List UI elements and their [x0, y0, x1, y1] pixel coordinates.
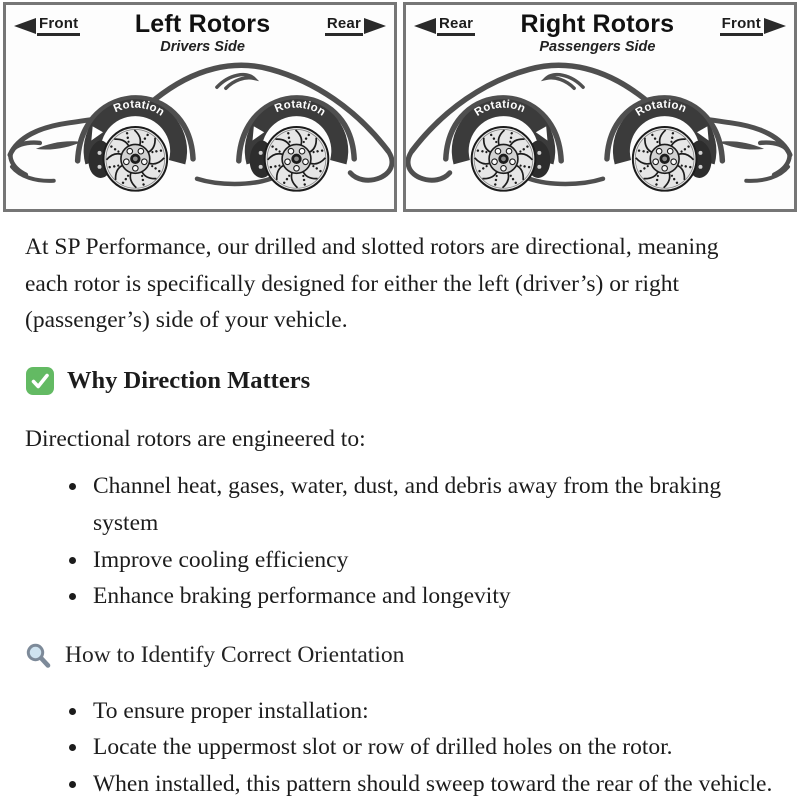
list-item: • Enhance braking performance and longevity — [89, 578, 775, 615]
left-car-illustration — [6, 55, 394, 207]
right-panel-titles — [475, 12, 720, 55]
section-title: Why Direction Matters — [67, 366, 311, 394]
corner-label: Front — [37, 15, 80, 36]
section-title: How to Identify Correct Orientation — [65, 642, 405, 669]
orientation-steps-list — [25, 693, 775, 800]
arrow-left-icon — [14, 18, 36, 34]
corner-label: Rear — [437, 15, 475, 36]
rotor-direction-diagram — [0, 0, 800, 212]
section-heading-why-direction-matters — [25, 366, 775, 396]
section-lead: Directional rotors are engineered to: — [25, 425, 366, 452]
corner-label: Front — [720, 15, 763, 36]
corner-label: Rear — [325, 15, 363, 36]
list-item: • When installed, this pattern should sweep toward the rear of the vehicle. — [89, 766, 775, 800]
left-rotors-panel — [3, 2, 397, 212]
panel-title: Right Rotors — [520, 10, 675, 38]
check-icon — [25, 366, 55, 396]
article-body — [0, 229, 800, 800]
rotation-label: Rotation — [472, 98, 528, 119]
list-item: • Improve cooling efficiency — [89, 542, 775, 579]
left-panel-titles — [80, 12, 325, 55]
rear-direction-label — [325, 15, 386, 36]
section-heading-identify-orientation — [25, 642, 775, 670]
rear-direction-label — [414, 15, 475, 36]
magnifier-icon — [25, 642, 53, 670]
list-item: • Channel heat, gases, water, dust, and debris away from the braking system — [89, 468, 775, 541]
right-panel-header — [406, 5, 794, 55]
benefits-list — [25, 468, 775, 614]
intro-paragraph: At SP Performance, our drilled and slotted rotors are directional, meaning each rotor is specifically designed for either the left (driver’s) or right (passenger’s) side of your vehicle. — [25, 234, 719, 334]
list-item: • To ensure proper installation: — [89, 693, 775, 730]
rotation-label: Rotation — [273, 98, 328, 119]
list-item: • Locate the uppermost slot or row of drilled holes on the rotor. — [89, 729, 775, 766]
panel-title: Left Rotors — [134, 10, 271, 38]
arrow-left-icon — [414, 18, 436, 34]
front-direction-label — [14, 15, 80, 36]
arrow-right-icon — [364, 18, 386, 34]
arrow-right-icon — [764, 18, 786, 34]
front-direction-label — [720, 15, 786, 36]
panel-subtitle: Drivers Side — [160, 39, 245, 55]
rotation-label: Rotation — [633, 98, 689, 119]
rotation-label: Rotation — [111, 98, 167, 119]
right-car-illustration — [406, 55, 794, 207]
panel-subtitle: Passengers Side — [539, 39, 656, 55]
left-panel-header — [6, 5, 394, 55]
right-rotors-panel — [403, 2, 797, 212]
